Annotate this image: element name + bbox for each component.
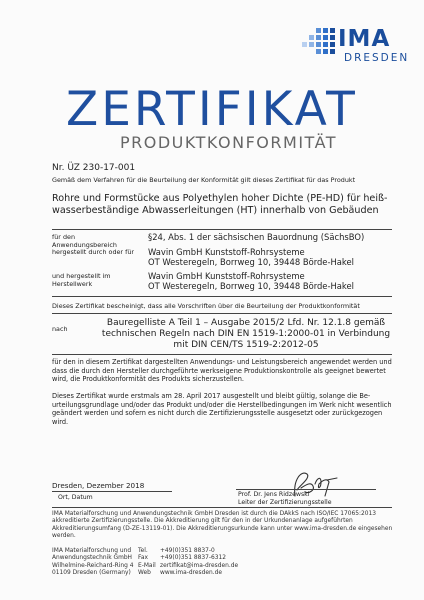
logo-brand: IMA bbox=[338, 26, 391, 52]
tel-value: +49(0)351 8837-0 bbox=[160, 548, 215, 554]
fax-value: +49(0)351 8837-6312 bbox=[160, 555, 226, 562]
city: 01109 Dresden (Germany) bbox=[52, 570, 131, 577]
signatory-name: Prof. Dr. Jens Ridzewski bbox=[238, 491, 310, 498]
divider bbox=[52, 507, 392, 508]
email-label: E-Mail bbox=[138, 562, 156, 569]
fax-label: Fax bbox=[138, 555, 148, 562]
company-line-2: Anwendungstechnik GmbH bbox=[52, 555, 132, 562]
date-line bbox=[52, 491, 172, 492]
intro-text: Gemäß dem Verfahren für die Beurteilung der Konformität gilt dieses Zertifikat für das Produkt bbox=[52, 176, 356, 184]
validity-paragraph: Dieses Zertifikat wurde erstmals am 28. April 2017 ausgestellt und bleibt gültig, solange die Be-urteilungsgrundlage und/oder das Produkt und/oder die Herstellbedingungen im Werk nicht wesentlich geändert werden und sofern es nicht durch die Zertifizierungsstelle ausgesetzt oder zurückgezogen wird. bbox=[52, 392, 392, 426]
web-label: Web bbox=[138, 570, 151, 577]
row-value-scope: §24, Abs. 1 der sächsischen Bauordnung (SächsBO) bbox=[148, 232, 365, 242]
place-date-label: Ort, Datum bbox=[58, 494, 93, 501]
row-label-manufacturer: hergestellt durch oder für bbox=[52, 248, 135, 256]
accreditation-note: IMA Materialforschung und Anwendungstechnik GmbH Dresden ist durch die DAkkS nach ISO/IEC 17065:2013 akkreditierte Zertifizierungsstelle. Die Akkreditierung gilt für den in der Urkundenanlage aufgeführten Akkreditierungsumfang (D-ZE-13119-01). Die Akkreditierungsurkunde kann unter www.ima-dresden.de eingesehen werden. bbox=[52, 511, 393, 540]
divider bbox=[52, 296, 392, 297]
tel-label: Tel. bbox=[138, 548, 148, 554]
logo-squares-icon bbox=[300, 26, 340, 56]
row-label-plant: und hergestellt im Herstellwerk bbox=[52, 272, 111, 288]
signature-line bbox=[236, 489, 376, 490]
ima-logo bbox=[300, 22, 410, 64]
logo-city: DRESDEN bbox=[344, 52, 410, 64]
footer-contact-labels bbox=[138, 548, 156, 578]
standard-reference: Bauregelliste A Teil 1 – Ausgabe 2015/2 Lfd. Nr. 12.1.8 gemäß technischen Regeln nach DIN EN 1519-1:2000-01 in Verbindung mit DIN CEN/TS 1519-2:2012-05 bbox=[101, 318, 391, 350]
web-link[interactable]: www.ima-dresden.de bbox=[160, 570, 222, 577]
footer-contact-values bbox=[160, 548, 238, 578]
street: Wilhelmine-Reichard-Ring 4 bbox=[52, 562, 134, 569]
row-value-manufacturer: Wavin GmbH Kunststoff-Rohrsysteme OT Westeregeln, Borrweg 10, 39448 Börde-Hakel bbox=[148, 247, 354, 267]
signatory-role: Leiter der Zertifizierungsstelle bbox=[238, 498, 332, 506]
product-description: Rohre und Formstücke aus Polyethylen hoher Dichte (PE-HD) für heißwasserbeständige Abwasserleitungen (HT) innerhalb von Gebäuden bbox=[52, 193, 388, 216]
scope-paragraph: für den in diesem Zertifikat dargestellten Anwendungs- und Leistungsbereich angewendet werden und dass die durch den Hersteller durchgeführte werkseigene Produktionskontrolle als geeignet bewertet wird, die Produktkonformität des Produkts sicherzustellen. bbox=[52, 358, 392, 384]
certificate-number: Nr. ÜZ 230-17-001 bbox=[52, 163, 136, 173]
page-title: ZERTIFIKAT bbox=[66, 82, 358, 137]
page-subtitle: PRODUKTKONFORMITÄT bbox=[120, 133, 338, 152]
email-link[interactable]: zertifikat@ima-dresden.de bbox=[160, 562, 239, 569]
footer-address bbox=[52, 548, 134, 578]
nach-label: nach bbox=[52, 325, 68, 333]
divider bbox=[52, 229, 392, 230]
row-value-plant: Wavin GmbH Kunststoff-Rohrsysteme OT Westeregeln, Borrweg 10, 39448 Börde-Hakel bbox=[148, 271, 354, 291]
confirm-text: Dieses Zertifikat bescheinigt, dass alle Vorschriften über die Beurteilung der Produktkonformität bbox=[52, 302, 360, 310]
divider bbox=[52, 354, 392, 355]
company-line-1: IMA Materialforschung und bbox=[52, 548, 132, 554]
signatory bbox=[238, 491, 332, 506]
issue-date: Dresden, Dezember 2018 bbox=[52, 481, 145, 490]
row-label-scope: für den Anwendungsbereich bbox=[52, 233, 117, 249]
divider bbox=[52, 313, 392, 314]
